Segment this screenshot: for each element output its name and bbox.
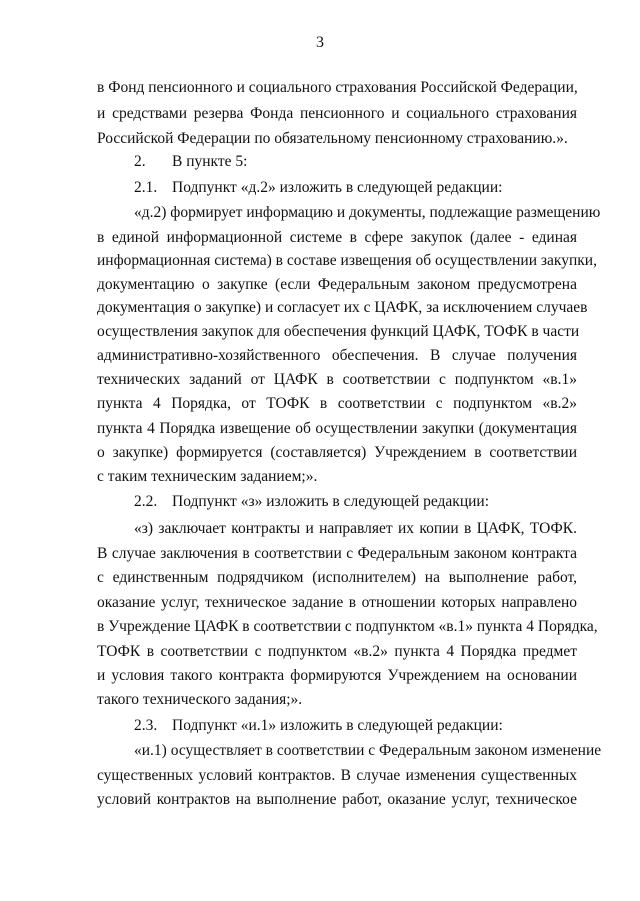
section-title: Подпункт «и.1» изложить в следующей редакции: [172,717,503,734]
section-number: 2.2. [134,493,158,510]
text-line: В случае заключения в соответствии с Федеральным законом контракта [97,545,577,562]
text-line: с таким техническим заданием;». [97,468,318,485]
text-line: оказание услуг, техническое задание в отношении которых направлено [97,594,577,611]
text-line: пункта 4 Порядка извещение об осуществлении закупки (документация [97,420,577,437]
section-number: 2.1. [134,179,158,196]
text-line: информационная система) в составе извещения об осуществлении закупки, [97,252,597,269]
section-title: Подпункт «з» изложить в следующей редакции: [172,493,490,510]
section-heading [134,716,577,736]
text-line: технических заданий от ЦАФК в соответствии с подпунктом «в.1» [97,371,577,388]
text-line: «д.2) формирует информацию и документы, подлежащие размещению [134,204,601,221]
text-line: Российской Федерации по обязательному пенсионному страхованию.». [97,130,568,147]
text-line: документацию о закупке (если Федеральным законом предусмотрена [97,276,577,293]
text-line: такого технического задания;». [97,691,303,708]
text-line: осуществления закупок для обеспечения функций ЦАФК, ТОФК в части [97,323,580,340]
section-heading [134,152,577,172]
text-line: о закупке) формируется (составляется) Учреждением в соответствии [97,444,577,461]
section-heading [134,492,577,512]
text-line: «и.1) осуществляет в соответствии с Федеральным законом изменение [134,742,602,759]
section-number: 2. [134,153,146,170]
text-line: существенных условий контрактов. В случае изменения существенных [97,767,577,784]
text-line: с единственным подрядчиком (исполнителем) на выполнение работ, [97,569,577,586]
text-line: в единой информационной системе в сфере закупок (далее - единая [97,229,577,246]
page-number: 3 [316,34,324,51]
text-line: и средствами резерва Фонда пенсионного и социального страхования [97,105,577,122]
section-heading [134,178,577,198]
text-line: «з) заключает контракты и направляет их копии в ЦАФК, ТОФК. [134,520,577,537]
section-number: 2.3. [134,717,158,734]
text-line: административно-хозяйственного обеспечения. В случае получения [97,347,577,364]
section-title: В пункте 5: [172,153,248,170]
text-line: в Фонд пенсионного и социального страхования Российской Федерации, [97,79,578,96]
text-line: ТОФК в соответствии с подпунктом «в.2» пункта 4 Порядка предмет [97,643,577,660]
text-line: и условия такого контракта формируются Учреждением на основании [97,667,577,684]
text-line: пункта 4 Порядка, от ТОФК в соответствии с подпунктом «в.2» [97,395,577,412]
text-line: в Учреждение ЦАФК в соответствии с подпунктом «в.1» пункта 4 Порядка, [97,618,598,635]
section-title: Подпункт «д.2» изложить в следующей редакции: [172,179,503,196]
text-line: документация о закупке) и согласует их с ЦАФК, за исключением случаев [97,299,588,316]
text-line: условий контрактов на выполнение работ, оказание услуг, техническое [97,791,577,808]
